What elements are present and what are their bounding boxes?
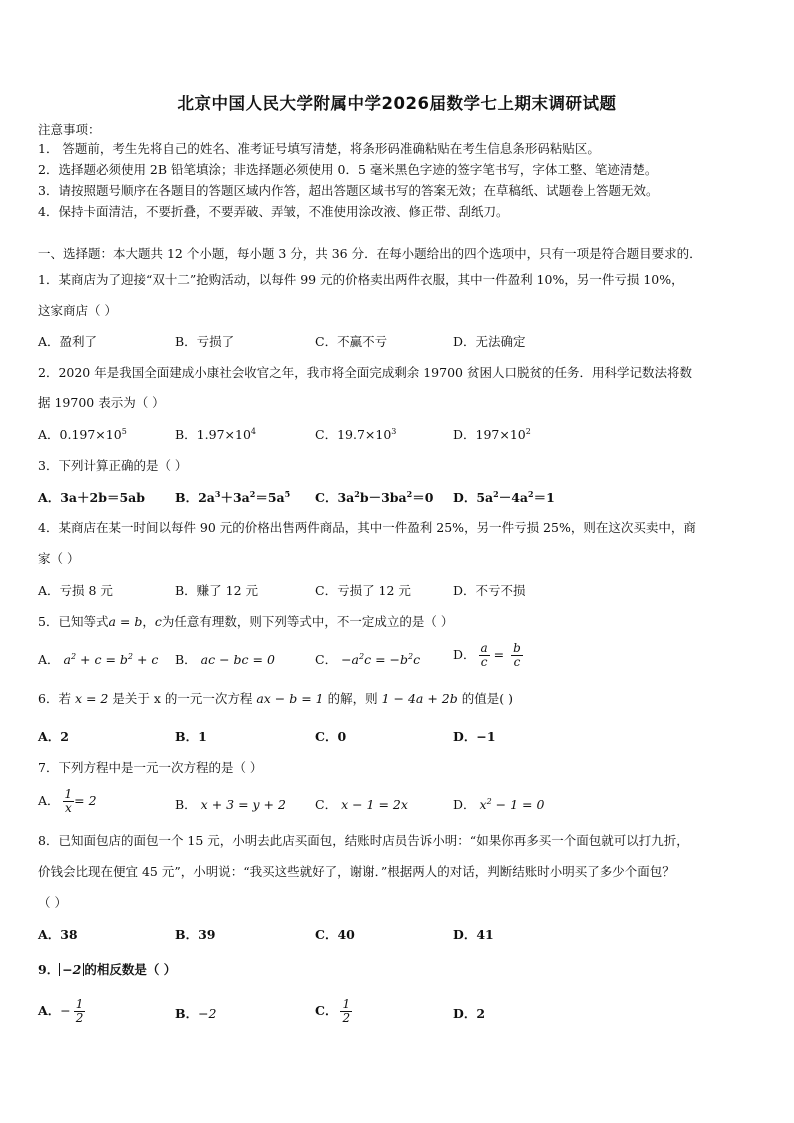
q5-options xyxy=(38,641,758,678)
q5-option-b: B． ac − bc = 0 xyxy=(175,652,275,667)
q7-option-d: D． $x^2 - 1 = 0$ xyxy=(453,796,545,812)
q3-option-b: B．$2a^3+3a^2=5a^5$ xyxy=(175,488,291,505)
q9-option-b: B．−2 xyxy=(175,1006,217,1021)
q7-stem: 7．下列方程中是一元一次方程的是（ ） xyxy=(38,760,263,775)
q2-stem-line1: 2．2020 年是我国全面建成小康社会收官之年，我市将全面完成剩余 19700 贫困人口脱贫的任务．用科学记数法将数 xyxy=(38,365,692,380)
q4-option-d: D．不亏不损 xyxy=(453,583,526,598)
q1-option-b: B．亏损了 xyxy=(175,334,235,349)
q3-option-a: A．3a＋2b＝5ab xyxy=(38,490,145,505)
q5-option-a: A． $a^2 + c = b^2 + c$ xyxy=(38,651,159,667)
q6-option-c: C．0 xyxy=(315,729,347,744)
q1-stem-line2: 这家商店（ ） xyxy=(38,303,117,318)
q6-stem: 6．若 x = 2 是关于 x 的一元一次方程 ax − b = 1 的解，则 1 − 4a + 2b 的值是( ) xyxy=(38,691,513,706)
q2-options xyxy=(38,427,758,449)
page-title: 北京中国人民大学附属中学2026届数学七上期末调研试题 xyxy=(177,94,617,113)
q8-option-a: A．38 xyxy=(38,927,78,942)
q1-option-c: C．不赢不亏 xyxy=(315,334,388,349)
q4-option-c: C．亏损了 12 元 xyxy=(315,583,411,598)
notice-heading: 注意事项： xyxy=(38,122,101,137)
q4-stem-line2: 家（ ） xyxy=(38,551,80,566)
q9-option-a: A．− $\frac{1}{2}$ xyxy=(38,997,84,1025)
notice-item-1: 1． 答题前，考生先将自己的姓名、准考证号填写清楚，将条形码准确粘贴在考生信息条形码粘贴区。 xyxy=(38,141,600,156)
q6-options xyxy=(38,729,758,751)
q6-option-b: B．1 xyxy=(175,729,207,744)
q6-option-d: D．−1 xyxy=(453,729,496,744)
q5-option-d: D． $\frac{a}{c}$ = $\frac{b}{c}$ xyxy=(453,641,521,669)
q1-options xyxy=(38,334,758,356)
q4-options xyxy=(38,583,758,605)
q9-stem: 9． −2 的相反数是（ ） xyxy=(38,962,177,977)
q9-option-d: D．2 xyxy=(453,1006,486,1021)
q7-option-b: B． x + 3 = y + 2 xyxy=(175,797,286,812)
q6-option-a: A．2 xyxy=(38,729,69,744)
q1-option-d: D．无法确定 xyxy=(453,334,526,349)
q4-option-a: A．亏损 8 元 xyxy=(38,583,113,598)
q9-option-c: C． $\frac{1}{2}$ xyxy=(315,997,351,1025)
q8-option-d: D．41 xyxy=(453,927,494,942)
q3-options xyxy=(38,490,758,512)
q2-option-b: B．$1.97\times 10^4$ xyxy=(175,426,256,442)
q3-option-d: D．$5a^2-4a^2=1$ xyxy=(453,488,555,505)
q1-stem-line1: 1．某商店为了迎接“双十二”抢购活动，以每件 99 元的价格卖出两件衣服，其中一件盈利 10%，另一件亏损 10%， xyxy=(38,272,684,287)
q2-stem-line2: 据 19700 表示为（ ） xyxy=(38,395,165,410)
q8-option-c: C．40 xyxy=(315,927,355,942)
notice-item-2: 2．选择题必须使用 2B 铅笔填涂；非选择题必须使用 0．5 毫米黑色字迹的签字笔书写，字体工整、笔迹清楚。 xyxy=(38,162,658,177)
q2-option-c: C．$19.7\times 10^3$ xyxy=(315,426,397,442)
q1-option-a: A．盈利了 xyxy=(38,334,98,349)
q8-stem-line2: 价钱会比现在便宜 45 元”，小明说：“我买这些就好了，谢谢．”根据两人的对话，判断结账时小明买了多少个面包？ xyxy=(38,864,675,879)
notice-item-4: 4．保持卡面清洁，不要折叠，不要弄破、弄皱，不准使用涂改液、修正带、刮纸刀。 xyxy=(38,204,509,219)
q2-option-a: A．$0.197\times 10^5$ xyxy=(38,426,127,442)
q5-option-c: C． $-a^2c = -b^2c$ xyxy=(315,651,421,667)
q8-stem-line3: （ ） xyxy=(38,895,67,910)
q8-option-b: B．39 xyxy=(175,927,216,942)
q4-stem-line1: 4．某商店在某一时间以每件 90 元的价格出售两件商品，其中一件盈利 25%，另一件亏损 25%，则在这次买卖中，商 xyxy=(38,520,696,535)
q7-option-c: C． x − 1 = 2x xyxy=(315,797,408,812)
q8-options xyxy=(38,927,758,949)
q3-option-c: C．$3a^2b-3ba^2=0$ xyxy=(315,488,434,505)
q3-stem: 3．下列计算正确的是（ ） xyxy=(38,458,188,473)
q5-stem: 5．已知等式a = b，c为任意有理数，则下列等式中，不一定成立的是（ ） xyxy=(38,614,454,629)
q9-options xyxy=(38,994,758,1030)
q7-option-a: A． $\frac{1}{x}$ = 2 xyxy=(38,787,97,815)
notice-item-3: 3．请按照题号顺序在各题目的答题区域内作答，超出答题区域书写的答案无效；在草稿纸、试题卷上答题无效。 xyxy=(38,183,659,198)
q2-option-d: D．$197\times 10^2$ xyxy=(453,426,531,442)
q8-stem-line1: 8．已知面包店的面包一个 15 元，小明去此店买面包，结账时店员告诉小明：“如果你再多买一个面包就可以打九折， xyxy=(38,833,689,848)
q7-options xyxy=(38,788,758,820)
q4-option-b: B．赚了 12 元 xyxy=(175,583,259,598)
section-header: 一、选择题：本大题共 12 个小题，每小题 3 分，共 36 分．在每小题给出的四个选项中，只有一项是符合题目要求的． xyxy=(38,246,702,261)
